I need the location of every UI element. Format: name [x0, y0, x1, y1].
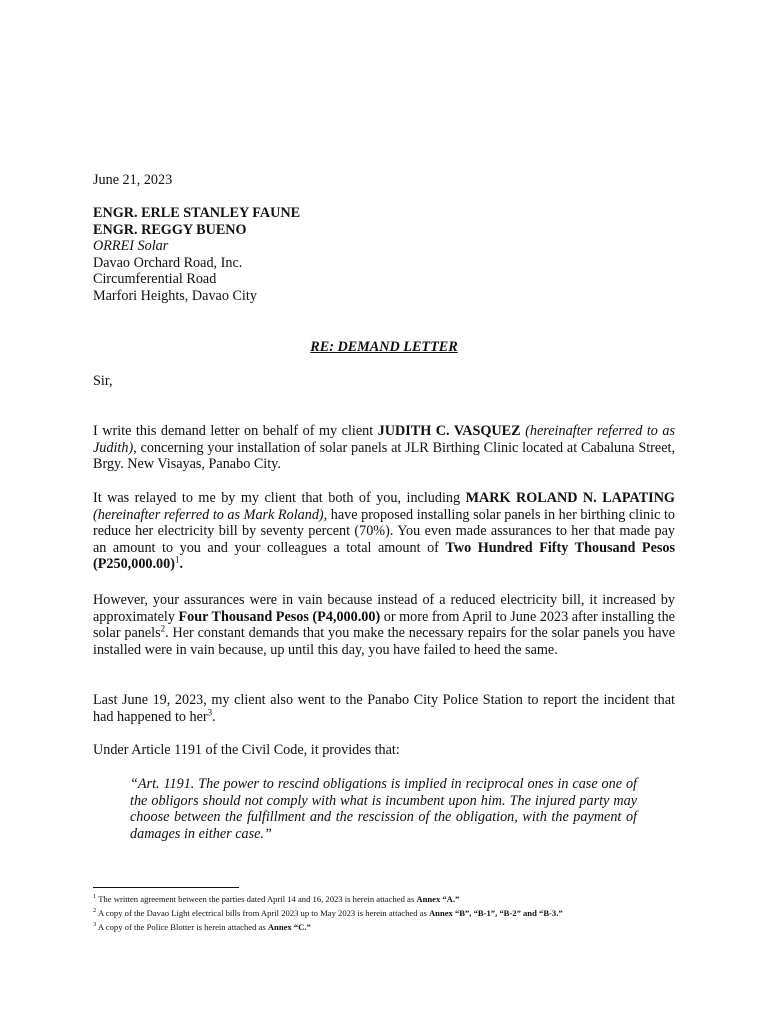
addressee-company: ORREI Solar [93, 238, 169, 255]
paragraph-3: However, your assurances were in vain because instead of a reduced electricity bill, it increased by approximately Four Thousand Pesos (P4,000.00) or more from April to June 2023 after installing the solar panels$^2$. Her constant demands that you make the necessary repairs for the solar panels you have installed were in vain because, up until this day, you have failed to heed the same. [93, 592, 675, 658]
letter-date: June 21, 2023 [93, 172, 173, 188]
paragraph-5: Under Article 1191 of the Civil Code, it provides that: [93, 742, 400, 758]
addressee-address-1: Davao Orchard Road, Inc. [93, 254, 243, 271]
footnote-ref-1[interactable]: 1 [174, 554, 180, 565]
addressee-address-3: Marfori Heights, Davao City [93, 287, 257, 304]
client-name: JUDITH C. VASQUEZ [377, 423, 521, 439]
salutation: Sir, [93, 373, 113, 389]
addressee-name-2: ENGR. REGGY BUENO [93, 221, 247, 238]
paragraph-4: Last June 19, 2023, my client also went to the Panabo City Police Station to report the incident that had happened to her$^3$. [93, 692, 675, 725]
footnote-ref-3[interactable]: 3 [207, 706, 213, 717]
addressee-name-1: ENGR. ERLE STANLEY FAUNE [93, 205, 301, 221]
footnote-2: $^2$ A copy of the Davao Light electrical bills from April 2023 up to May 2023 is herein attached as Annex “B”, “B-1”, “B-2” and “B-3.” [93, 907, 563, 918]
paragraph-2: It was relayed to me by my client that both of you, including MARK ROLAND N. LAPATING (hereinafter referred to as Mark Roland), have proposed installing solar panels in her birthing clinic to reduce her electricity bill by seventy percent (70%). You even made assurances to her that made pay an amount to you and your colleagues a total amount of Two Hundred Fifty Thousand Pesos $(P250,000.00)^1$. [93, 490, 675, 573]
paragraph-1: I write this demand letter on behalf of my client JUDITH C. VASQUEZ (hereinafter referred to as Judith), concerning your installation of solar panels at JLR Birthing Clinic located at Cabaluna Street, Brgy. New Visayas, Panabo City. [93, 423, 675, 473]
article-quote: “Art. 1191. The power to rescind obligations is implied in reciprocal ones in case one of the obligors should not comply with what is incumbent upon him. The injured party may choose between the fulfillment and the rescission of the obligation, with the payment of damages in either case.” [130, 776, 637, 842]
addressee-block [93, 205, 675, 305]
footnote-divider [93, 887, 239, 888]
footnote-1: $^1$ The written agreement between the parties dated April 14 and 16, 2023 is herein attached as Annex “A.” [93, 893, 460, 904]
addressee-address-2: Circumferential Road [93, 271, 217, 288]
footnote-ref-2[interactable]: 2 [160, 623, 166, 634]
footnote-3: $^3$ A copy of the Police Blotter is herein attached as Annex “C.” [93, 921, 311, 932]
subject-line: RE: DEMAND LETTER [310, 339, 458, 355]
